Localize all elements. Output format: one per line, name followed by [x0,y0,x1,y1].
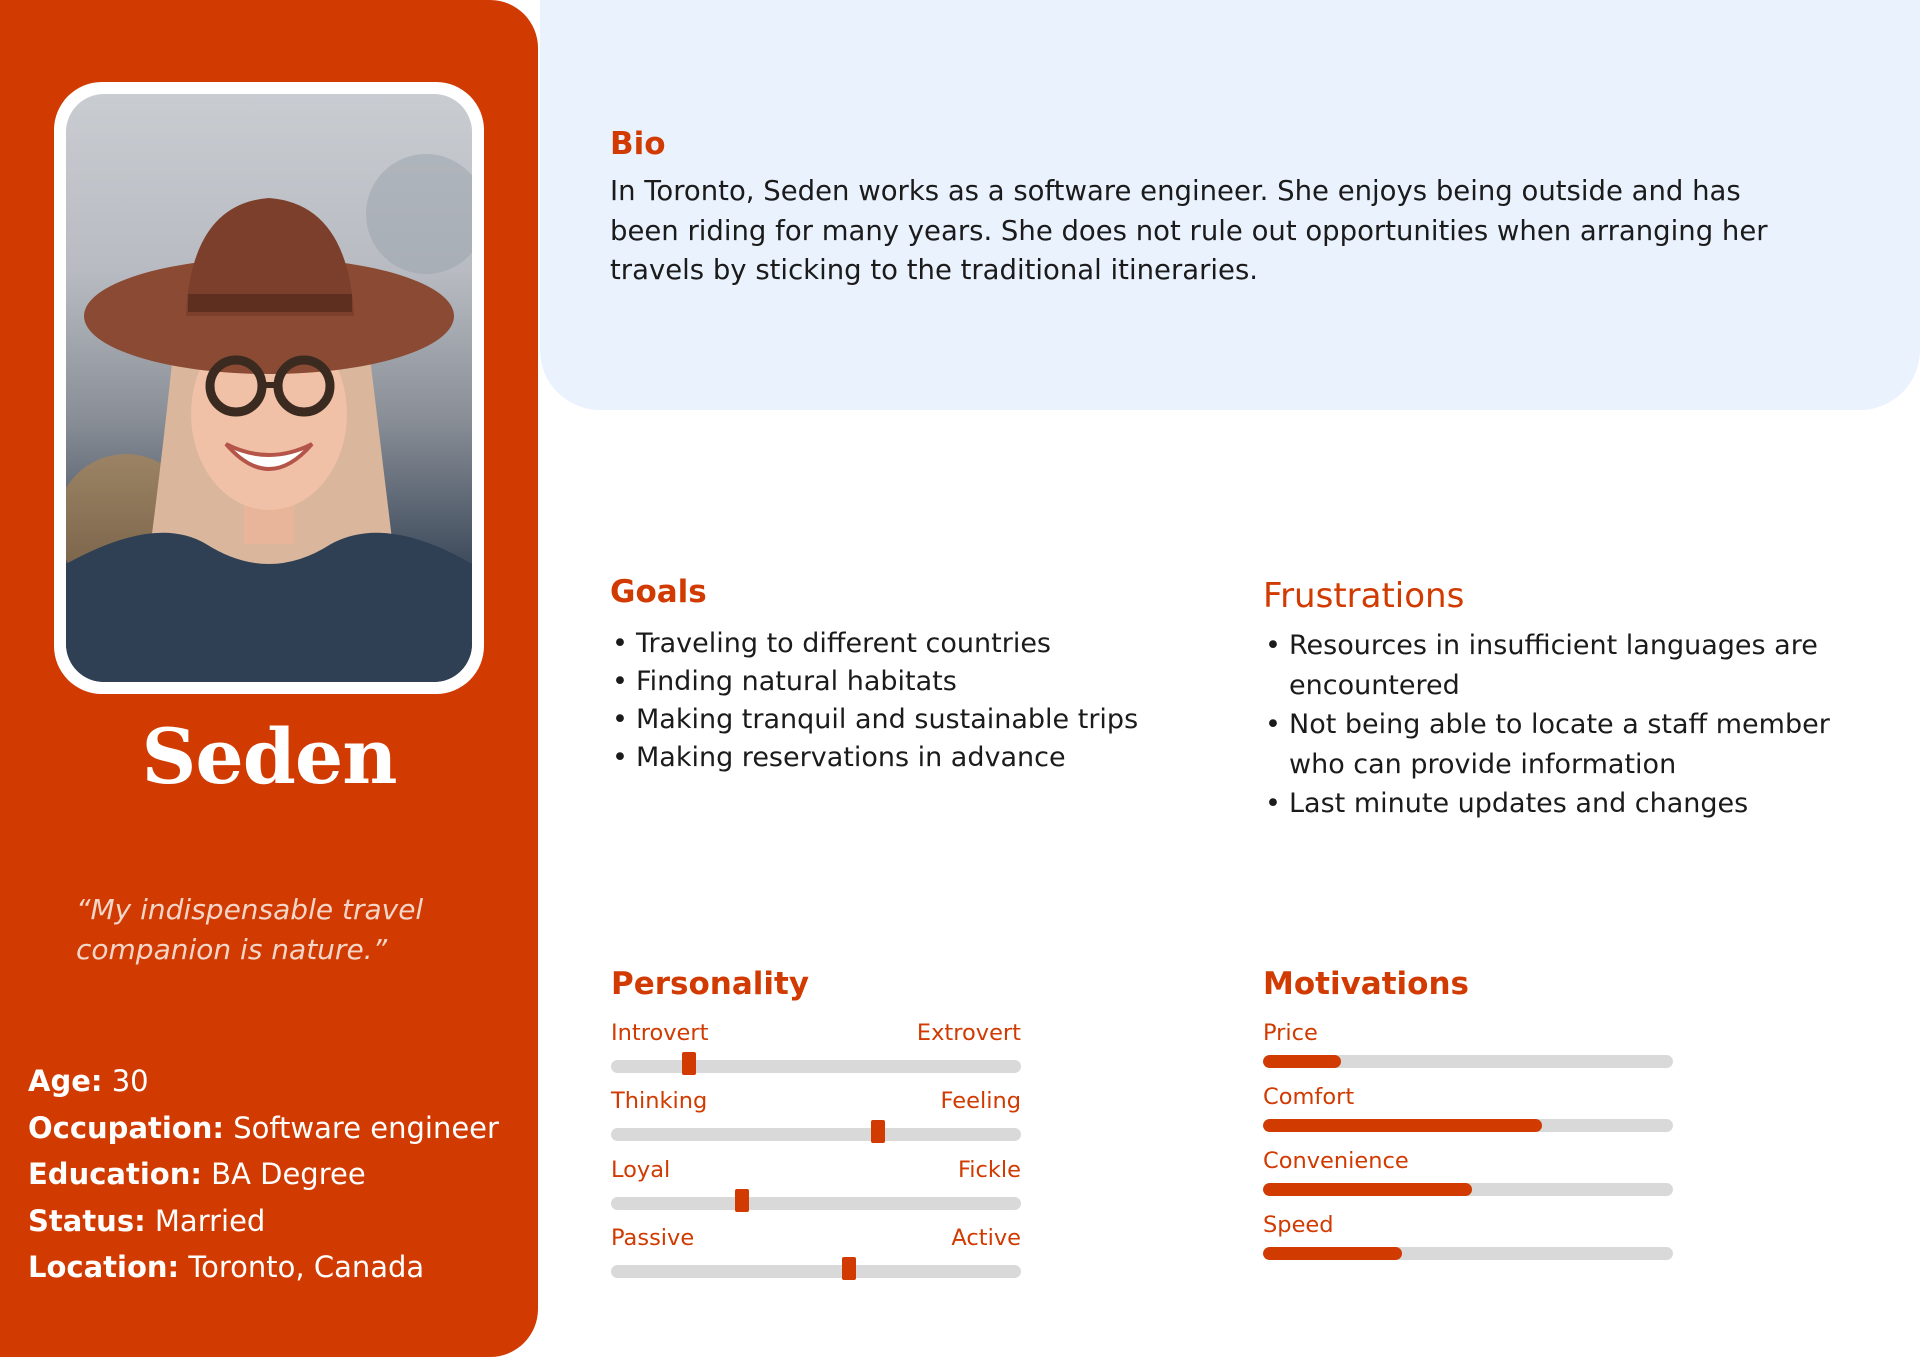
scale-thumb [842,1257,856,1280]
scale-track [611,1060,1021,1073]
motivation-fill [1263,1247,1402,1260]
scale-left-label: Thinking [611,1088,708,1114]
fact-value: Software engineer [233,1110,499,1145]
scale-left-label: Loyal [611,1157,671,1183]
fact-occupation [28,1105,528,1152]
frustrations-heading: Frustrations [1263,576,1465,616]
scale-right-label: Feeling [940,1088,1021,1114]
list-item: • Making reservations in advance [610,739,1210,777]
fact-key: Age: [28,1064,103,1098]
motivation-track [1263,1183,1673,1196]
list-item: • Making tranquil and sustainable trips [610,701,1210,739]
personality-heading: Personality [611,966,810,1002]
motivation-fill [1263,1183,1472,1196]
goals-heading: Goals [610,574,707,610]
personality-scale [611,1088,1021,1148]
motivation-track [1263,1055,1673,1068]
bio-text: In Toronto, Seden works as a software engineer. She enjoys being outside and has been riding for many years. She does not rule out opportunities when arranging her travels by sticking to the traditional itineraries. [610,175,1768,286]
scale-thumb [735,1189,749,1212]
scale-left-label: Introvert [611,1020,709,1046]
motivation-track [1263,1119,1673,1132]
scale-thumb [682,1052,696,1075]
motivation-item [1263,1148,1673,1198]
motivation-fill [1263,1119,1542,1132]
fact-location [28,1244,528,1291]
goals-list [610,625,1210,777]
persona-quote: “My indispensable travel companion is nature.” [76,893,424,966]
motivation-label: Price [1263,1020,1318,1046]
list-item: • Finding natural habitats [610,663,1210,701]
scale-track [611,1265,1021,1278]
motivation-label: Comfort [1263,1084,1355,1110]
motivations-heading: Motivations [1263,966,1469,1002]
fact-value: 30 [111,1064,149,1098]
profile-panel [0,0,538,1357]
profile-photo [66,94,472,682]
motivation-track [1263,1247,1673,1260]
motivation-fill [1263,1055,1341,1068]
list-item: • Not being able to locate a staff member who can provide information [1263,705,1863,784]
motivation-label: Convenience [1263,1148,1409,1174]
persona-facts [28,1058,528,1291]
fact-key: Status: [28,1203,146,1238]
personality-scale [611,1225,1021,1285]
frustrations-list [1263,626,1863,824]
scale-thumb [871,1120,885,1143]
scale-left-label: Passive [611,1225,695,1251]
motivation-item [1263,1084,1673,1134]
fact-key: Education: [28,1157,202,1191]
fact-education [28,1151,528,1198]
motivation-label: Speed [1263,1212,1334,1238]
scale-right-label: Fickle [957,1157,1021,1183]
fact-key: Occupation: [28,1110,224,1145]
list-item: • Last minute updates and changes [1263,784,1863,824]
fact-age [28,1058,528,1105]
motivation-item [1263,1212,1673,1262]
fact-status [28,1198,528,1245]
personality-scale [611,1157,1021,1217]
scale-track [611,1128,1021,1141]
motivation-item [1263,1020,1673,1070]
scale-right-label: Active [951,1225,1021,1251]
fact-value: Toronto, Canada [188,1250,425,1284]
fact-key: Location: [28,1250,180,1284]
portrait-illustration [66,94,472,682]
scale-track [611,1197,1021,1210]
personality-scale [611,1020,1021,1080]
persona-name: Seden [141,712,397,801]
profile-photo-frame [54,82,484,694]
list-item: • Traveling to different countries [610,625,1210,663]
fact-value: Married [154,1203,266,1238]
scale-right-label: Extrovert [916,1020,1021,1046]
list-item: • Resources in insufficient languages are encountered [1263,626,1863,705]
bio-heading: Bio [610,126,666,162]
fact-value: BA Degree [211,1157,366,1191]
